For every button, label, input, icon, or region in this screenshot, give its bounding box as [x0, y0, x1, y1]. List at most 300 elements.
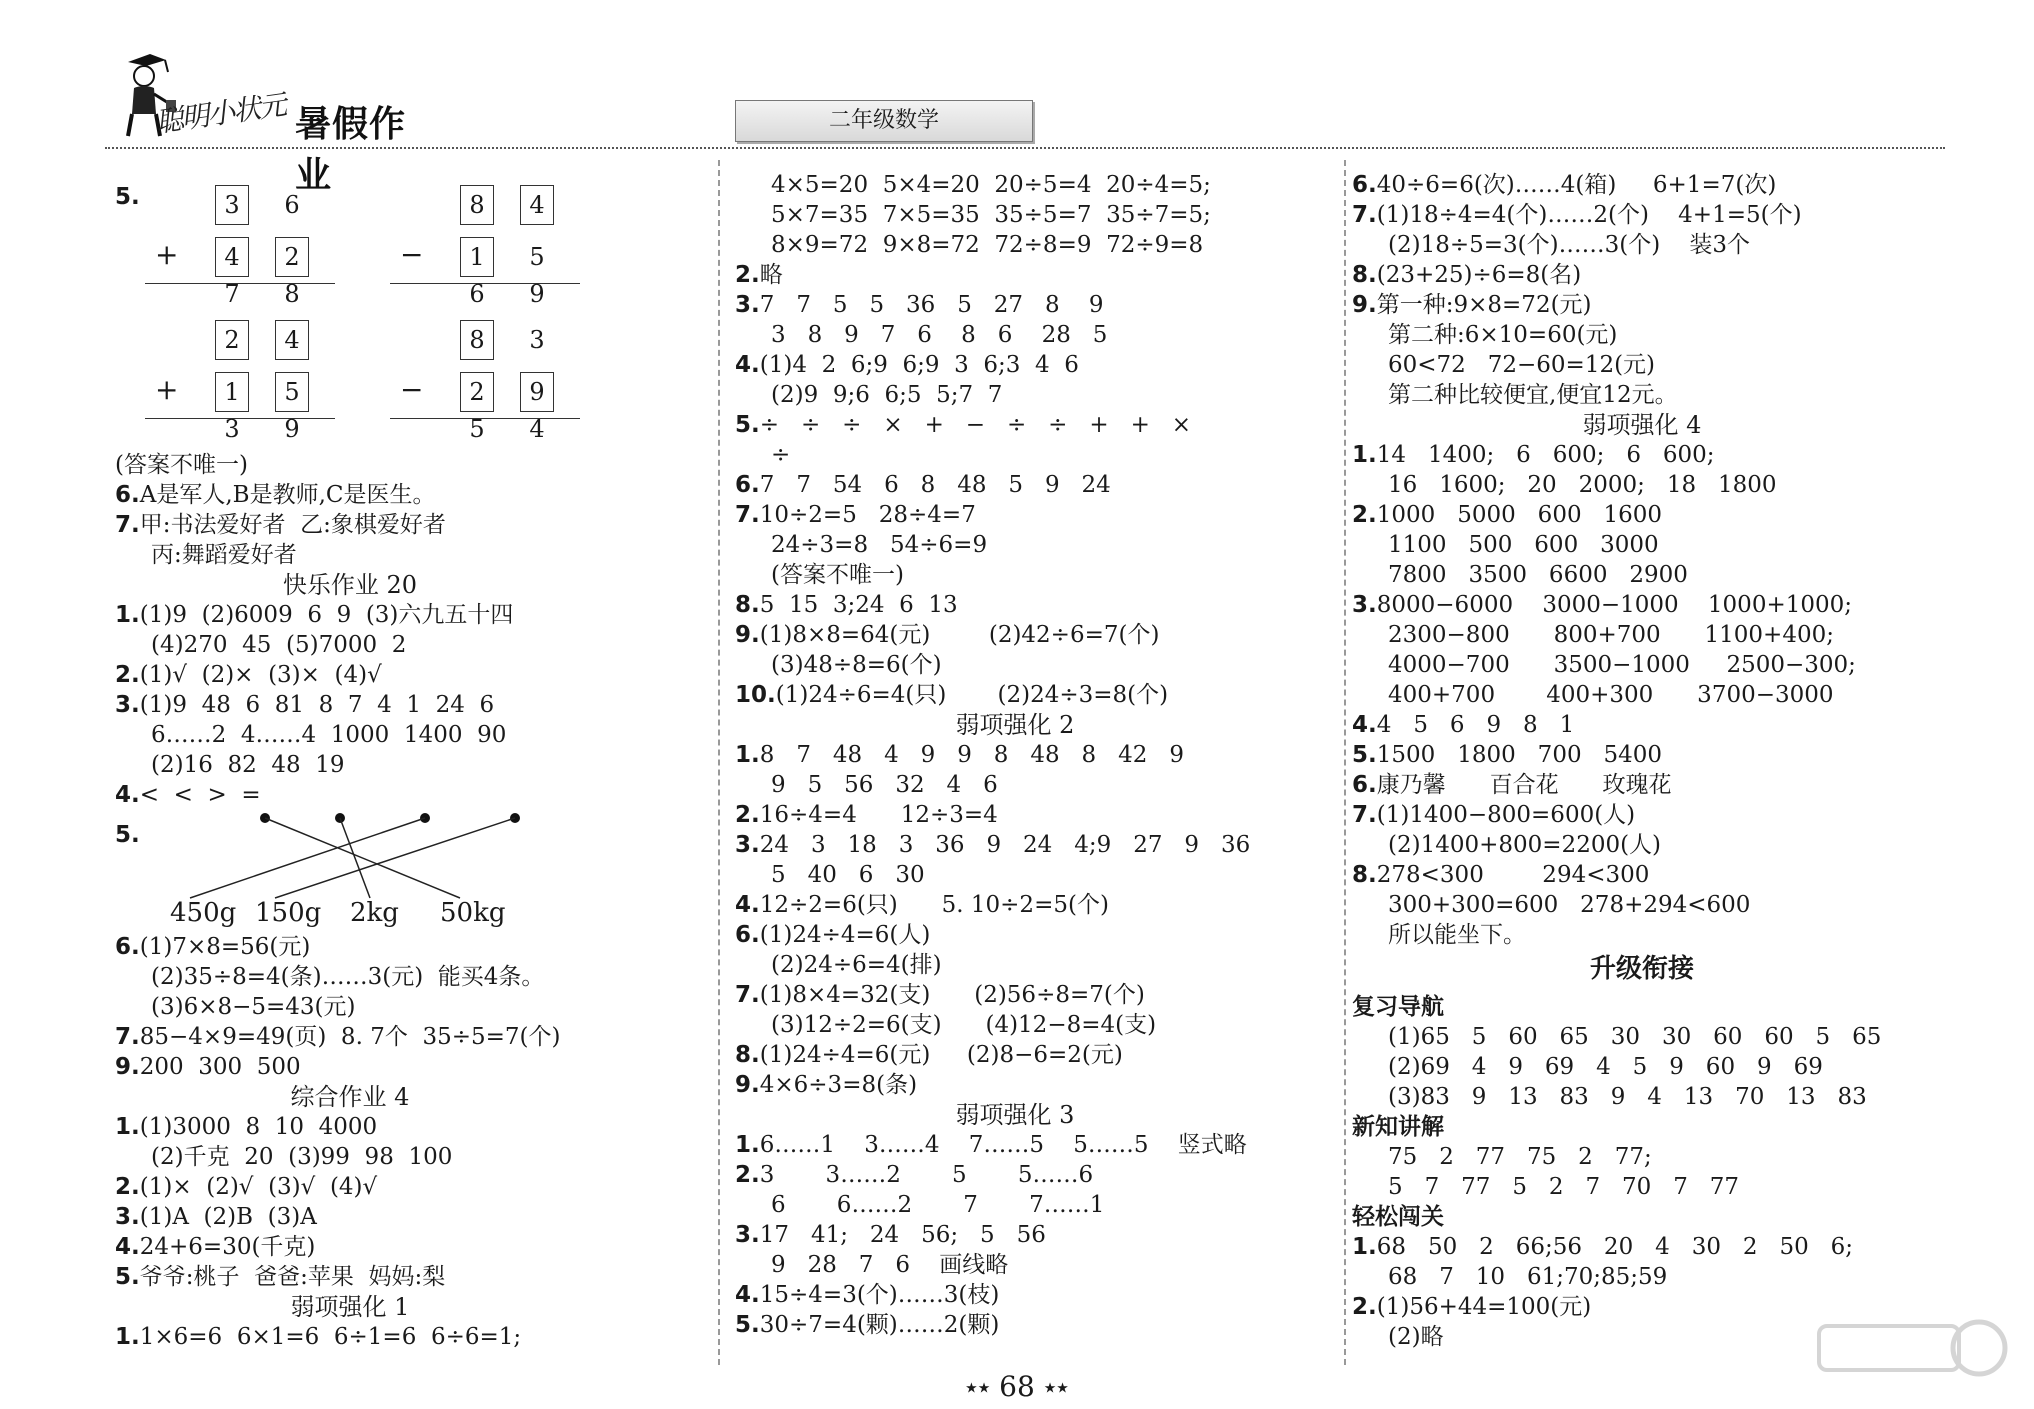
- answer-text: (4)270 45 (5)7000 2: [151, 632, 407, 658]
- answer-text: (2)24÷6=4(排): [771, 952, 942, 978]
- answer-line: [1352, 800, 1635, 830]
- question-number: 5.: [115, 822, 140, 848]
- header-divider: [105, 147, 1945, 149]
- answer-line: [735, 1280, 999, 1310]
- section-heading: 弱项强化 2: [955, 711, 1075, 739]
- answer-text: 8×9=72 9×8=72 72÷8=9 72÷9=8: [771, 232, 1204, 258]
- answer-line: [151, 750, 345, 780]
- answer-line: [1352, 740, 1662, 770]
- result-digit: 5: [469, 415, 485, 443]
- answer-text: 5 15 3;24 6 13: [759, 592, 958, 618]
- answer-line: [771, 1010, 1156, 1040]
- answer-text: 1100 500 600 3000: [1388, 532, 1659, 558]
- answer-line: [115, 1232, 315, 1262]
- operator-sign: −: [400, 238, 424, 271]
- match-line: [340, 818, 370, 898]
- answer-line: [735, 410, 1191, 440]
- question-number: 3.: [735, 832, 760, 858]
- answer-line: [1388, 350, 1655, 380]
- answer-line: [151, 962, 544, 992]
- page-footer: [0, 1370, 2034, 1403]
- question-number: 7.: [115, 512, 140, 538]
- question-number: 3.: [735, 292, 760, 318]
- answer-text: 400+700 400+300 3700−3000: [1388, 682, 1834, 708]
- question-number: 1.: [1352, 1234, 1377, 1260]
- logo-title: 暑假作业: [295, 104, 407, 196]
- answer-box: 4: [215, 237, 249, 277]
- answer-line: [1388, 530, 1659, 560]
- answer-text: 所以能坐下。: [1388, 922, 1526, 948]
- answer-text: A是军人,B是教师,C是医生。: [139, 482, 436, 508]
- question-number: 5.: [735, 1312, 760, 1338]
- match-label: 450g: [170, 898, 237, 928]
- page-number: 68: [999, 1370, 1035, 1403]
- answer-line: [735, 470, 1111, 500]
- answer-text: 30÷7=4(颗)……2(颗): [759, 1312, 1000, 1338]
- answer-line: [735, 920, 930, 950]
- answer-line: [735, 680, 1168, 710]
- answer-line: [771, 950, 942, 980]
- answer-text: (2)35÷8=4(条)……3(元) 能买4条。: [151, 964, 545, 990]
- answer-text: 60<72 72−60=12(元): [1388, 352, 1656, 378]
- answer-line: [151, 1142, 452, 1172]
- answer-text: 7800 3500 6600 2900: [1388, 562, 1688, 588]
- answer-line: [771, 1190, 1104, 1220]
- answer-line: [771, 230, 1203, 260]
- answer-line: [735, 1160, 1093, 1190]
- question-number: 2.: [735, 1162, 760, 1188]
- answer-text: < < > =: [139, 782, 261, 808]
- question-number: 6.: [735, 922, 760, 948]
- question-number: 3.: [115, 1204, 140, 1230]
- answer-text: 丙:舞蹈爱好者: [151, 542, 297, 568]
- answer-text: 甲:书法爱好者 乙:象棋爱好者: [139, 512, 446, 538]
- digit: 3: [529, 326, 545, 354]
- answer-line: [771, 320, 1107, 350]
- answer-text: (2)18÷5=3(个)……3(个) 装3个: [1388, 232, 1751, 258]
- answer-text: (23+25)÷6=8(名): [1376, 262, 1582, 288]
- answer-line: [1388, 230, 1750, 260]
- match-line: [190, 818, 425, 898]
- question-number: 9.: [735, 622, 760, 648]
- answer-line: [115, 1322, 521, 1352]
- question-number: 1.: [115, 1324, 140, 1350]
- answer-line: [115, 1052, 301, 1082]
- answer-text: 6 6……2 7 7……1: [771, 1192, 1105, 1218]
- question-number: 7.: [1352, 802, 1377, 828]
- answer-text: (1)8×8=64(元) (2)42÷6=7(个): [759, 622, 1160, 648]
- answer-line: [735, 290, 1104, 320]
- answer-text: 85−4×9=49(页) 8. 7个 35÷5=7(个): [139, 1024, 561, 1050]
- answer-line: [1388, 650, 1856, 680]
- answer-line: [771, 380, 1002, 410]
- answer-box: 5: [275, 372, 309, 412]
- answer-line: [115, 690, 494, 720]
- answer-text: 200 300 500: [139, 1054, 301, 1080]
- question-number: 1.: [1352, 442, 1377, 468]
- answer-line: [151, 540, 297, 570]
- answer-line: [1388, 680, 1834, 710]
- question-number: 4.: [735, 892, 760, 918]
- answer-line: [115, 1112, 377, 1142]
- answer-line: [1388, 1052, 1823, 1082]
- question-number: 9.: [115, 1054, 140, 1080]
- question-number: 6.: [735, 472, 760, 498]
- question-number: 1.: [115, 1114, 140, 1140]
- question-number: 1.: [115, 602, 140, 628]
- answer-line: [1388, 1082, 1867, 1112]
- answer-line: [1352, 1232, 1853, 1262]
- answer-text: 68 7 10 61;70;85;59: [1388, 1264, 1668, 1290]
- answer-text: 300+300=600 278+294<600: [1388, 892, 1751, 918]
- answer-box: 8: [460, 320, 494, 360]
- answer-line: [151, 720, 506, 750]
- answer-text: 7 7 5 5 36 5 27 8 9: [759, 292, 1104, 318]
- answer-text: 康乃馨 百合花 玫瑰花: [1376, 772, 1672, 798]
- answer-line: [1388, 560, 1688, 590]
- answer-line: [1352, 290, 1592, 320]
- logo-script-text: 聪明小状元: [153, 88, 287, 139]
- answer-line: [1388, 470, 1777, 500]
- question-number: 2.: [115, 662, 140, 688]
- answer-line: [115, 660, 382, 690]
- result-digit: 9: [284, 415, 300, 443]
- answer-text: 2300−800 800+700 1100+400;: [1388, 622, 1834, 648]
- answer-line: [735, 830, 1250, 860]
- answer-line: [1388, 830, 1661, 860]
- answer-text: (2)略: [1388, 1324, 1444, 1350]
- answer-text: 1×6=6 6×1=6 6÷1=6 6÷6=1;: [139, 1324, 522, 1350]
- operator-sign: +: [155, 373, 179, 406]
- question-number: 5.: [115, 1264, 140, 1290]
- result-digit: 8: [284, 280, 300, 308]
- question-number: 9.: [1352, 292, 1377, 318]
- question-number: 3.: [735, 1222, 760, 1248]
- question-number: 8.: [1352, 262, 1377, 288]
- operator-sign: +: [155, 238, 179, 271]
- question-number: 5.: [735, 412, 760, 438]
- result-digit: 4: [529, 415, 545, 443]
- question-number: 2.: [735, 262, 760, 288]
- match-line: [265, 818, 460, 898]
- answer-text: (1)√ (2)× (3)× (4)√: [139, 662, 382, 688]
- question-number: 3.: [115, 692, 140, 718]
- answer-text: (1)A (2)B (3)A: [139, 1204, 317, 1230]
- answer-text: (1)9 (2)6009 6 9 (3)六九五十四: [139, 602, 514, 628]
- answer-line: [771, 770, 998, 800]
- question-number: 7.: [735, 982, 760, 1008]
- answer-text: 24+6=30(千克): [139, 1234, 316, 1260]
- answer-box: 3: [215, 185, 249, 225]
- answer-line: [1352, 710, 1574, 740]
- answer-line: [1388, 1262, 1667, 1292]
- answer-line: [1388, 380, 1678, 410]
- answer-line: [771, 650, 942, 680]
- answer-text: 14 1400; 6 600; 6 600;: [1376, 442, 1715, 468]
- answer-line: [735, 1220, 1046, 1250]
- answer-line: [735, 980, 1145, 1010]
- answer-text: (1)× (2)√ (3)√ (4)√: [139, 1174, 378, 1200]
- answer-text: (1)8×4=32(支) (2)56÷8=7(个): [759, 982, 1145, 1008]
- question-number: 7.: [735, 502, 760, 528]
- section-heading: 升级衔接: [1589, 954, 1694, 984]
- answer-text: (2)16 82 48 19: [151, 752, 345, 778]
- subject-label: 二年级数学: [735, 100, 1033, 142]
- question-number: 5.: [1352, 742, 1377, 768]
- question-number: 6.: [115, 934, 140, 960]
- answer-line: [771, 170, 1211, 200]
- answer-line: [1352, 1292, 1591, 1322]
- question-number: 7.: [115, 1024, 140, 1050]
- result-digit: 6: [469, 280, 485, 308]
- answer-text: ÷ ÷ ÷ × + − ÷ ÷ + + ×: [759, 412, 1192, 438]
- question-number: 4.: [735, 1282, 760, 1308]
- question-number: 4.: [735, 352, 760, 378]
- answer-line: [735, 590, 958, 620]
- answer-line: [771, 560, 904, 590]
- answer-text: 278<300 294<300: [1376, 862, 1650, 888]
- answer-box: 2: [460, 372, 494, 412]
- question-number: 3.: [1352, 592, 1377, 618]
- answer-text: (1)24÷6=4(只) (2)24÷3=8(个): [775, 682, 1169, 708]
- section-subheading: 新知讲解: [1352, 1114, 1444, 1140]
- answer-text: 4000−700 3500−1000 2500−300;: [1388, 652, 1856, 678]
- answer-line: [1388, 1022, 1881, 1052]
- question-number: 7.: [1352, 202, 1377, 228]
- answer-line: [735, 620, 1159, 650]
- answer-line: [1352, 170, 1776, 200]
- answer-line: [735, 1310, 999, 1340]
- answer-text: 16÷4=4 12÷3=4: [759, 802, 998, 828]
- question-number: 4.: [115, 782, 140, 808]
- question-number: 6.: [115, 482, 140, 508]
- answer-line: [115, 1262, 445, 1292]
- answer-text: 1000 5000 600 1600: [1376, 502, 1663, 528]
- answer-line: [735, 1130, 1247, 1160]
- answer-text: 5 7 77 5 2 7 70 7 77: [1388, 1174, 1740, 1200]
- operator-sign: −: [400, 373, 424, 406]
- answer-box: 4: [275, 320, 309, 360]
- answer-text: (3)48÷8=6(个): [771, 652, 942, 678]
- match-label: 2kg: [350, 898, 399, 928]
- answer-text: (2)千克 20 (3)99 98 100: [151, 1144, 453, 1170]
- answer-text: 24÷3=8 54÷6=9: [771, 532, 988, 558]
- result-digit: 3: [224, 415, 240, 443]
- answer-line: [1352, 590, 1852, 620]
- question-number: 1.: [735, 742, 760, 768]
- answer-text: 略: [759, 262, 783, 288]
- answer-text: 第二种:6×10=60(元): [1388, 322, 1618, 348]
- question-number: 8.: [735, 592, 760, 618]
- answer-text: 4×6÷3=8(条): [759, 1072, 918, 1098]
- answer-text: 4 5 6 9 8 1: [1376, 712, 1575, 738]
- answer-line: [771, 860, 925, 890]
- answer-line: [1352, 860, 1649, 890]
- answer-text: 17 41; 24 56; 5 56: [759, 1222, 1046, 1248]
- matching-lines: [155, 810, 575, 910]
- answer-line: [115, 1202, 317, 1232]
- answer-text: 16 1600; 20 2000; 18 1800: [1388, 472, 1777, 498]
- answer-box: 2: [275, 237, 309, 277]
- answer-text: 7 7 54 6 8 48 5 9 24: [759, 472, 1111, 498]
- answer-text: 第二种比较便宜,便宜12元。: [1388, 382, 1678, 408]
- answer-text: 75 2 77 75 2 77;: [1388, 1144, 1652, 1170]
- answer-line: [115, 1022, 560, 1052]
- answer-text: 9 5 56 32 4 6: [771, 772, 998, 798]
- answer-line: [771, 440, 790, 470]
- answer-line: [1388, 890, 1750, 920]
- answer-text: 6……1 3……4 7……5 5……5 竖式略: [759, 1132, 1247, 1158]
- answer-box: 8: [460, 185, 494, 225]
- answer-line: [115, 780, 261, 810]
- answer-line: [115, 600, 513, 630]
- answer-text: 5 40 6 30: [771, 862, 925, 888]
- answer-text: 12÷2=6(只) 5. 10÷2=5(个): [759, 892, 1109, 918]
- answer-line: [115, 450, 248, 480]
- question-number: 2.: [735, 802, 760, 828]
- answer-text: (1)9 48 6 81 8 7 4 1 24 6: [139, 692, 495, 718]
- answer-text: (1)56+44=100(元): [1376, 1294, 1592, 1320]
- question-number: 2.: [1352, 1294, 1377, 1320]
- answer-text: (2)69 4 9 69 4 5 9 60 9 69: [1388, 1054, 1823, 1080]
- answer-box: 1: [215, 372, 249, 412]
- answer-line: [115, 1172, 377, 1202]
- answer-text: (1)4 2 6;9 6;9 3 6;3 4 6: [759, 352, 1079, 378]
- answer-line: [1388, 1142, 1652, 1172]
- question-number: 9.: [735, 1072, 760, 1098]
- answer-box: 2: [215, 320, 249, 360]
- answer-line: [1388, 920, 1526, 950]
- answer-text: (3)12÷2=6(支) (4)12−8=4(支): [771, 1012, 1157, 1038]
- answer-text: (2)1400+800=2200(人): [1388, 832, 1662, 858]
- section-heading: 综合作业 4: [290, 1083, 410, 1111]
- answer-line: [1388, 620, 1834, 650]
- answer-text: (3)6×8−5=43(元): [151, 994, 356, 1020]
- answer-line: [1352, 260, 1581, 290]
- question-number: 2.: [1352, 502, 1377, 528]
- logo: [110, 48, 440, 196]
- answer-line: [151, 992, 356, 1022]
- question-number: 6.: [1352, 172, 1377, 198]
- answer-line: [1352, 440, 1715, 470]
- question-number: 8.: [1352, 862, 1377, 888]
- answer-line: [1352, 500, 1662, 530]
- answer-box: 4: [520, 185, 554, 225]
- answer-text: 24 3 18 3 36 9 24 4;9 27 9 36: [759, 832, 1251, 858]
- digit: 5: [529, 243, 545, 271]
- result-digit: 7: [224, 280, 240, 308]
- watermark-icon: [1809, 1316, 2009, 1401]
- answer-text: (答案不唯一): [771, 562, 904, 588]
- answer-text: (1)3000 8 10 4000: [139, 1114, 378, 1140]
- answer-text: 爷爷:桃子 爸爸:苹果 妈妈:梨: [139, 1264, 446, 1290]
- answer-line: [771, 530, 987, 560]
- question-number: 1.: [735, 1132, 760, 1158]
- question-number: 4.: [1352, 712, 1377, 738]
- answer-line: [115, 510, 446, 540]
- section-subheading: 复习导航: [1352, 994, 1444, 1020]
- answer-text: ÷: [771, 442, 791, 468]
- answer-line: [735, 800, 998, 830]
- answer-line: [151, 630, 406, 660]
- section-subheading: 轻松闯关: [1352, 1204, 1444, 1230]
- answer-text: (1)24÷4=6(人): [759, 922, 931, 948]
- question-number: 10.: [735, 682, 776, 708]
- section-heading: 弱项强化 3: [955, 1101, 1075, 1129]
- question-number: 2.: [115, 1174, 140, 1200]
- answer-text: 40÷6=6(次)……4(箱) 6+1=7(次): [1376, 172, 1777, 198]
- answer-line: [735, 500, 976, 530]
- answer-line: [1388, 1172, 1739, 1202]
- answer-text: (1)7×8=56(元): [139, 934, 311, 960]
- answer-text: 68 50 2 66;56 20 4 30 2 50 6;: [1376, 1234, 1854, 1260]
- answer-text: 15÷4=3(个)……3(枝): [759, 1282, 1000, 1308]
- match-label: 50kg: [440, 898, 506, 928]
- answer-line: [115, 932, 310, 962]
- section-heading: 弱项强化 1: [290, 1293, 410, 1321]
- answer-line: [735, 1070, 917, 1100]
- answer-line: [115, 480, 435, 510]
- answer-text: (2)9 9;6 6;5 5;7 7: [771, 382, 1003, 408]
- answer-text: 3 8 9 7 6 8 6 28 5: [771, 322, 1108, 348]
- answer-text: (1)1400−800=600(人): [1376, 802, 1636, 828]
- answer-line: [735, 350, 1079, 380]
- answer-box: 1: [460, 237, 494, 277]
- answer-text: 6……2 4……4 1000 1400 90: [151, 722, 507, 748]
- answer-text: 4×5=20 5×4=20 20÷5=4 20÷4=5;: [771, 172, 1211, 198]
- answer-text: (1)24÷4=6(元) (2)8−6=2(元): [759, 1042, 1123, 1068]
- column-divider-2: [1344, 160, 1346, 1365]
- answer-line: [1388, 1322, 1444, 1352]
- section-heading: 弱项强化 4: [1582, 411, 1702, 439]
- answer-text: (答案不唯一): [115, 452, 248, 478]
- digit: 6: [284, 191, 300, 219]
- question-number: 8.: [735, 1042, 760, 1068]
- answer-text: 8 7 48 4 9 9 8 48 8 42 9: [759, 742, 1184, 768]
- answer-text: (3)83 9 13 83 9 4 13 70 13 83: [1388, 1084, 1867, 1110]
- star-decoration-icon: ★★: [1043, 1380, 1069, 1397]
- answer-line: [1352, 770, 1671, 800]
- question-number: 4.: [115, 1234, 140, 1260]
- answer-box: 9: [520, 372, 554, 412]
- answer-text: 5×7=35 7×5=35 35÷5=7 35÷7=5;: [771, 202, 1211, 228]
- answer-line: [735, 890, 1109, 920]
- star-decoration-icon: ★★: [965, 1380, 991, 1397]
- answer-text: (1)65 5 60 65 30 30 60 60 5 65: [1388, 1024, 1882, 1050]
- answer-text: 1500 1800 700 5400: [1376, 742, 1663, 768]
- answer-line: [735, 740, 1184, 770]
- question-number: 5.: [115, 184, 140, 210]
- answer-line: [735, 260, 783, 290]
- result-digit: 9: [529, 280, 545, 308]
- answer-text: (1)18÷4=4(个)……2(个) 4+1=5(个): [1376, 202, 1802, 228]
- answer-line: [1352, 200, 1802, 230]
- answer-line: [771, 1250, 1008, 1280]
- answer-text: 第一种:9×8=72(元): [1376, 292, 1592, 318]
- column-divider-1: [718, 160, 720, 1365]
- section-heading: 快乐作业 20: [282, 571, 418, 599]
- answer-text: 10÷2=5 28÷4=7: [759, 502, 976, 528]
- match-label: 150g: [255, 898, 322, 928]
- answer-line: [771, 200, 1211, 230]
- answer-text: 9 28 7 6 画线略: [771, 1252, 1009, 1278]
- question-number: 6.: [1352, 772, 1377, 798]
- answer-line: [735, 1040, 1123, 1070]
- answer-text: 8000−6000 3000−1000 1000+1000;: [1376, 592, 1853, 618]
- answer-text: 3 3……2 5 5……6: [759, 1162, 1094, 1188]
- answer-line: [1388, 320, 1617, 350]
- match-line: [275, 818, 515, 898]
